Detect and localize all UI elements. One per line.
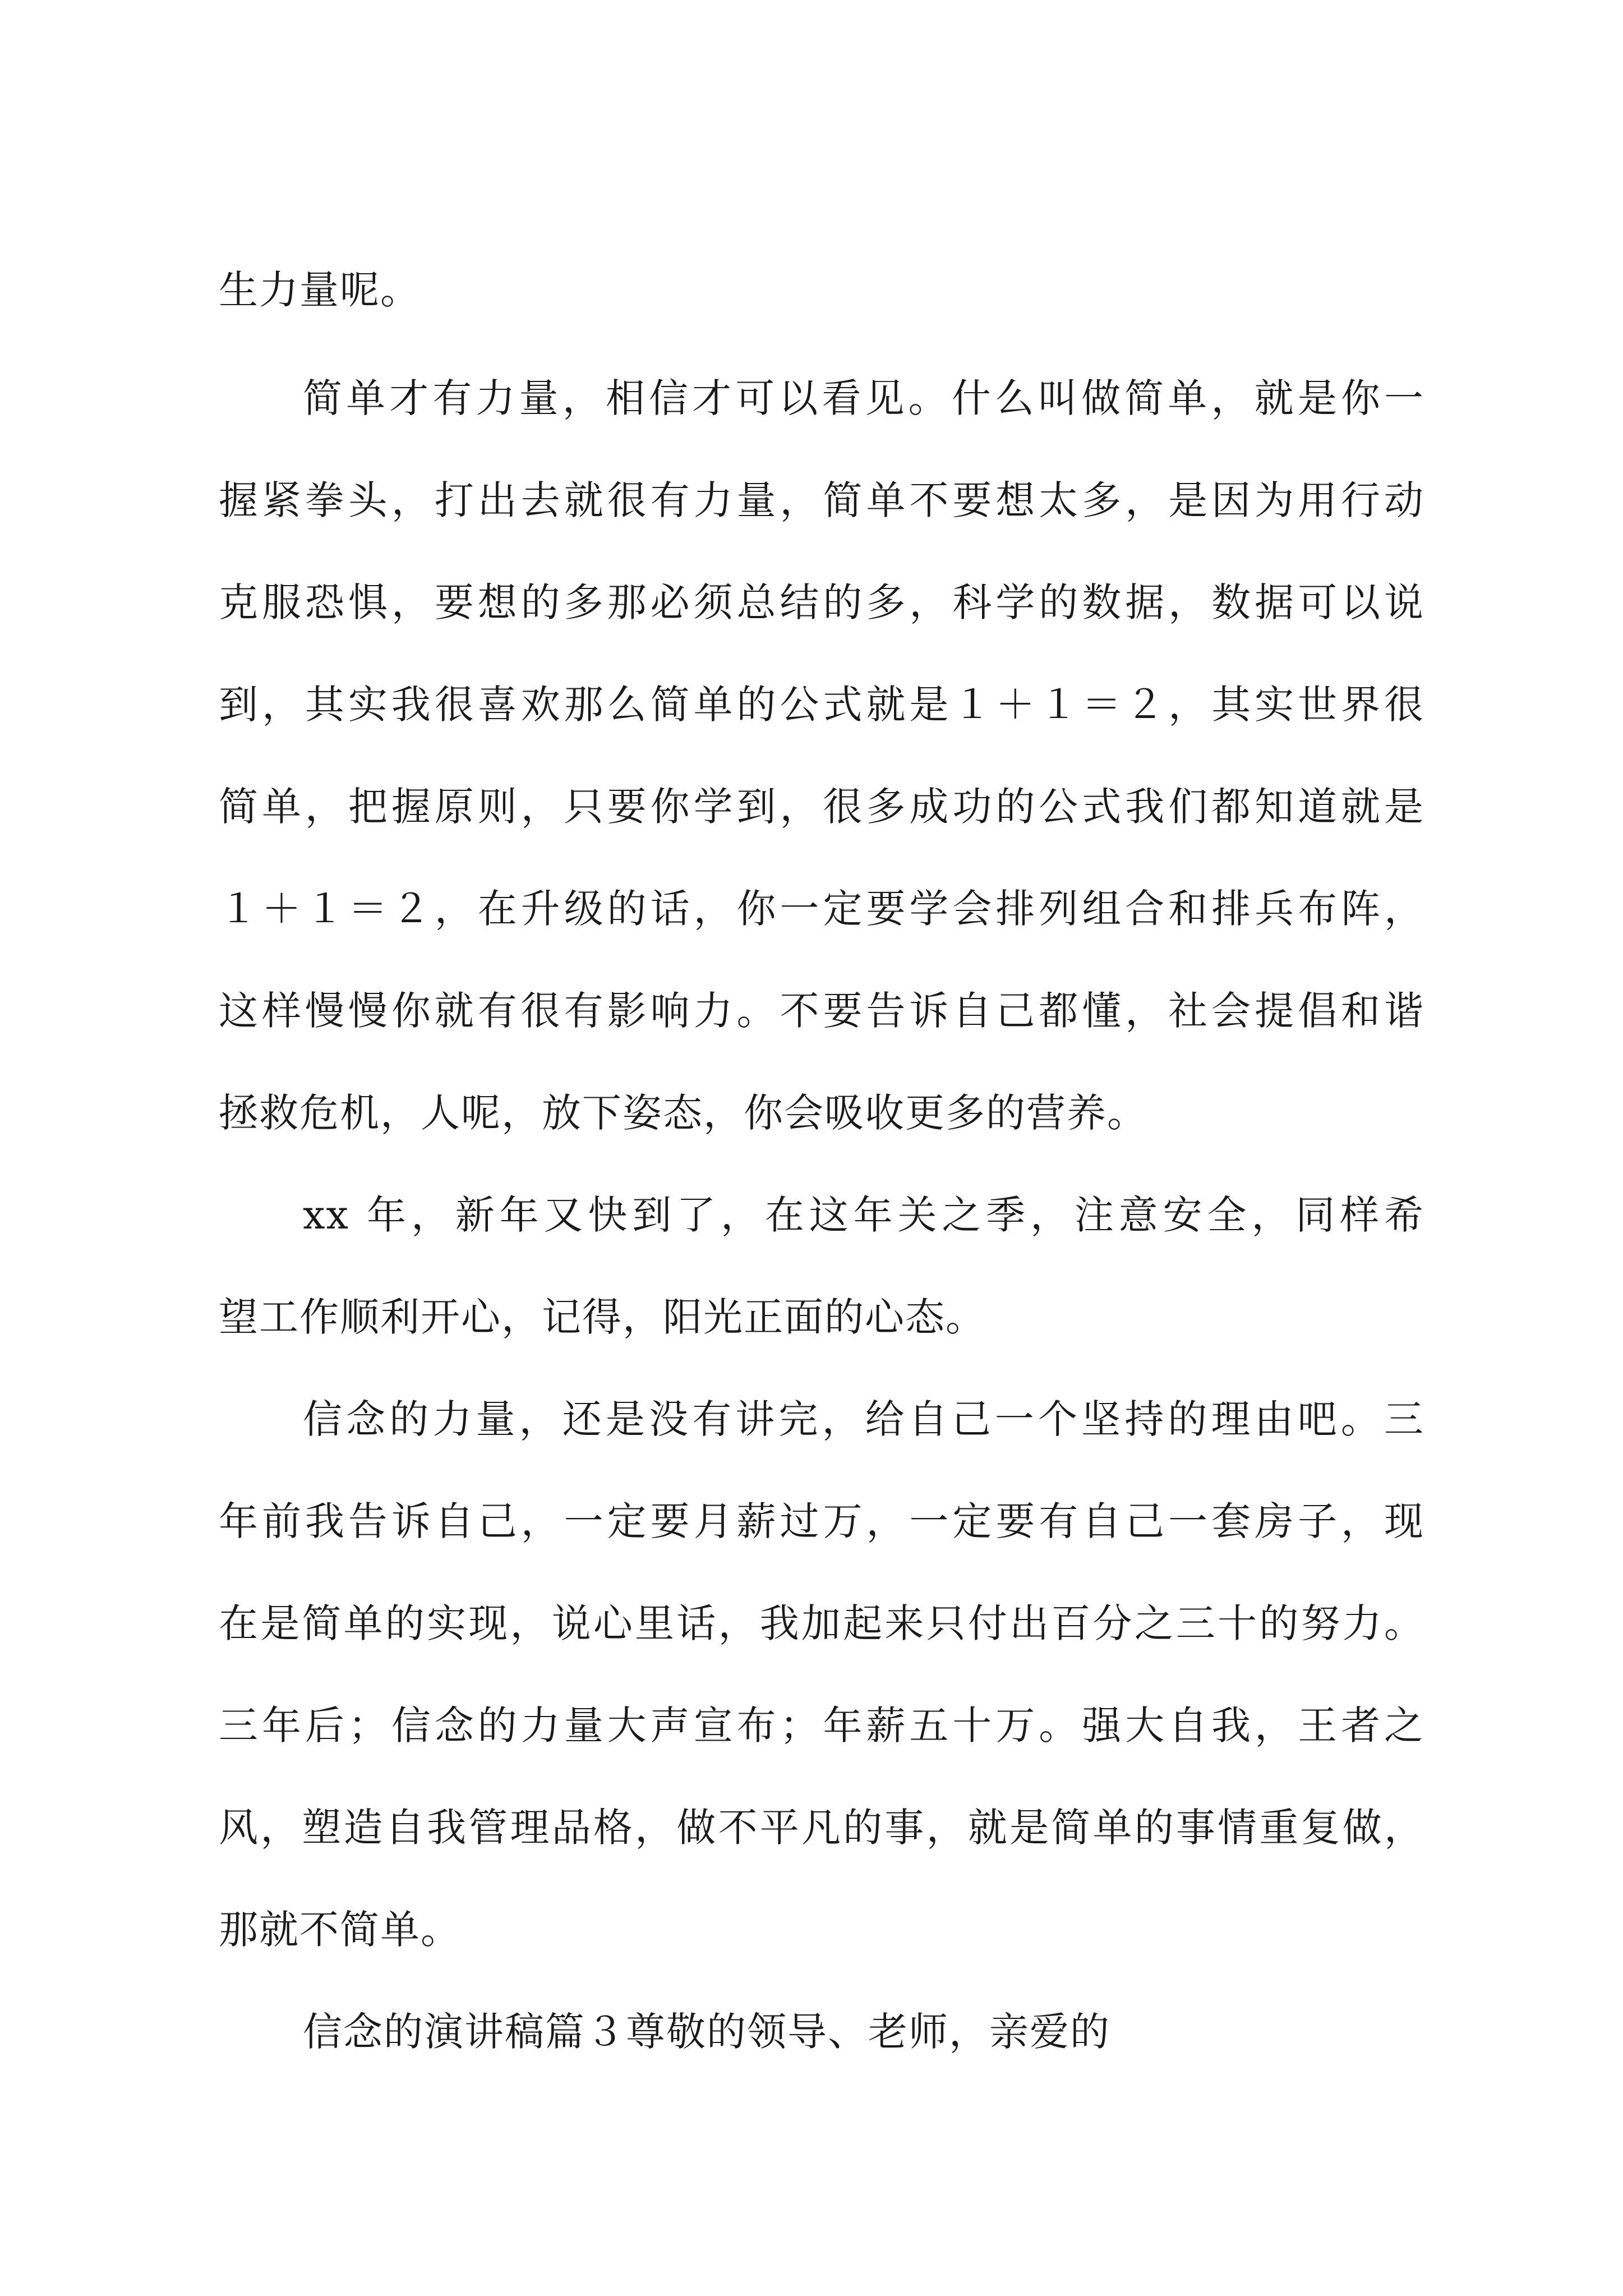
text-line-4: 克服恐惧，要想的多那必须总结的多，科学的数据，数据可以说 — [219, 579, 1424, 625]
text-line-6: 简单，把握原则，只要你学到，很多成功的公式我们都知道就是 — [219, 784, 1424, 830]
text-line-5: 到，其实我很喜欢那么简单的公式就是１＋１＝２，其实世界很 — [219, 682, 1424, 728]
text-line-8: 这样慢慢你就有很有影响力。不要告诉自己都懂，社会提倡和谐 — [219, 988, 1424, 1034]
text-line-1: 生力量呢。 — [219, 267, 421, 313]
text-line-13: 年前我告诉自己，一定要月薪过万，一定要有自己一套房子，现 — [219, 1498, 1424, 1544]
text-line-11: 望工作顺利开心，记得，阳光正面的心态。 — [219, 1294, 986, 1340]
text-line-12: 信念的力量，还是没有讲完，给自己一个坚持的理由吧。三 — [303, 1396, 1424, 1442]
text-line-16: 风，塑造自我管理品格，做不平凡的事，就是简单的事情重复做， — [219, 1805, 1424, 1851]
text-line-18: 信念的演讲稿篇３尊敬的领导、老师，亲爱的 — [303, 2009, 1110, 2055]
text-line-14: 在是简单的实现，说心里话，我加起来只付出百分之三十的努力。 — [219, 1600, 1424, 1646]
text-line-10: xx 年，新年又快到了，在这年关之季，注意安全，同样希 — [303, 1192, 1424, 1238]
text-line-2: 简单才有力量，相信才可以看见。什么叫做简单，就是你一 — [303, 375, 1424, 421]
text-line-15: 三年后；信念的力量大声宣布；年薪五十万。强大自我，王者之 — [219, 1703, 1424, 1749]
text-line-3: 握紧拳头，打出去就很有力量，简单不要想太多，是因为用行动 — [219, 477, 1424, 523]
text-line-9: 拯救危机，人呢，放下姿态，你会吸收更多的营养。 — [219, 1090, 1147, 1136]
text-line-17: 那就不简单。 — [219, 1907, 461, 1953]
text-line-7: １＋１＝２，在升级的话，你一定要学会排列组合和排兵布阵， — [219, 886, 1424, 932]
